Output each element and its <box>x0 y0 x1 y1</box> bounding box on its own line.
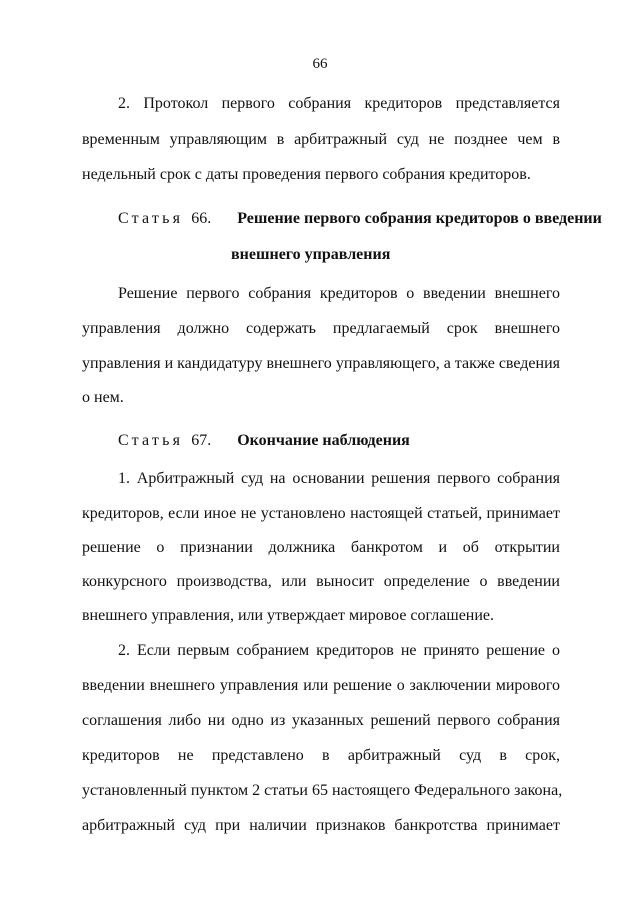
text-line: недельный срок с даты проведения первого собрания кредиторов. <box>82 166 531 183</box>
article-title: Окончание наблюдения <box>237 432 410 449</box>
article-title: Решение первого собрания кредиторов о введении <box>237 210 602 227</box>
article-67-heading <box>118 431 410 451</box>
text-line: конкурсного производства, или выносит определение о введении <box>82 573 560 590</box>
text-line: кредиторов, если иное не установлено настоящей статьей, принимает <box>82 505 560 522</box>
article-number: 66. <box>191 210 212 227</box>
text-line: о нем. <box>82 389 124 406</box>
article-label: Статья <box>118 210 184 227</box>
text-line: 1. Арбитражный суд на основании решения первого собрания <box>118 470 560 487</box>
text-line: решение о признании должника банкротом и об открытии <box>82 539 560 556</box>
article-label: Статья <box>118 432 184 449</box>
text-line: введении внешнего управления или решение о заключении мирового <box>82 677 560 694</box>
text-line: кредиторов не представлено в арбитражный суд в срок, <box>82 747 560 764</box>
article-66-heading <box>118 209 602 229</box>
text-line: 2. Если первым собранием кредиторов не принято решение о <box>118 642 560 659</box>
text-line: соглашения либо ни одно из указанных решений первого собрания <box>82 712 560 729</box>
text-line: временным управляющим в арбитражный суд не позднее чем в <box>82 131 560 148</box>
text-line: арбитражный суд при наличии признаков банкротства принимает <box>82 817 560 834</box>
text-line: управления и кандидатуру внешнего управляющего, а также сведения <box>82 355 560 372</box>
text-line: Решение первого собрания кредиторов о введении внешнего <box>118 285 560 302</box>
article-66-title-continuation: внешнего управления <box>231 246 391 263</box>
text-line: внешнего управления, или утверждает мировое соглашение. <box>82 607 495 624</box>
page-number: 66 <box>312 56 328 72</box>
text-line: 2. Протокол первого собрания кредиторов представляется <box>118 95 560 112</box>
text-line: установленный пунктом 2 статьи 65 настоящего Федерального закона, <box>82 782 563 799</box>
article-number: 67. <box>191 432 212 449</box>
text-line: управления должно содержать предлагаемый срок внешнего <box>82 320 560 337</box>
